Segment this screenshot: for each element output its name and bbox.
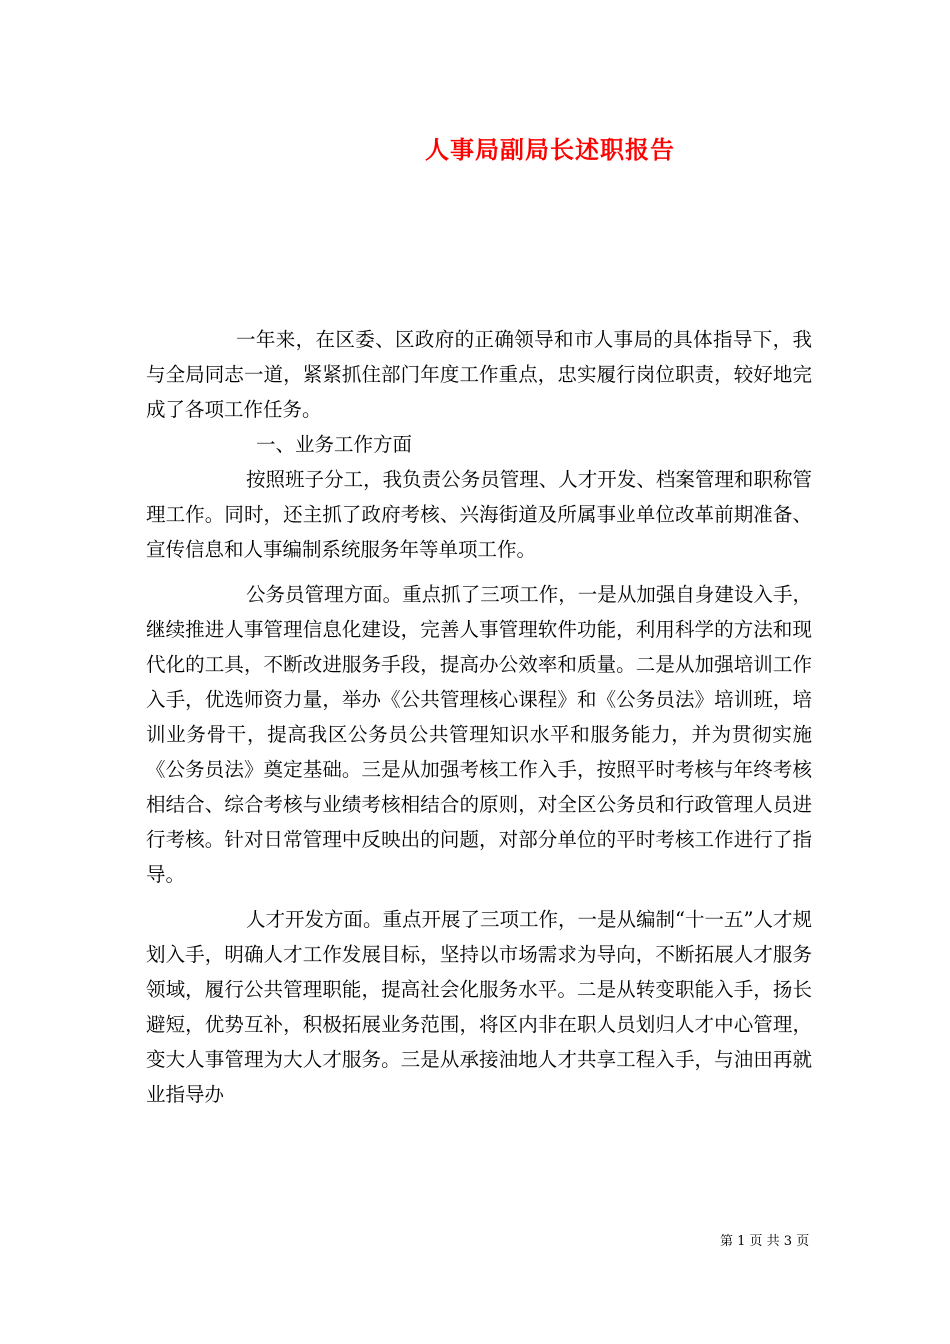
paragraph-responsibilities: 按照班子分工，我负责公务员管理、人才开发、档案管理和职称管理工作。同时，还主抓了政府考核、兴海街道及所属事业单位改革前期准备、宣传信息和人事编制系统服务年等单项工作。 [146,468,812,561]
paragraph-talent-development: 人才开发方面。重点开展了三项工作，一是从编制“十一五”人才规划入手，明确人才工作发展目标，坚持以市场需求为导向，不断拓展人才服务领域，履行公共管理职能，提高社会化服务水平。二是从转变职能入手，扬长避短，优势互补，积极拓展业务范围，将区内非在职人员划归人才中心管理，变大人事管理为大人才服务。三是从承接油地人才共享工程入手，与油田再就业指导办 [146,908,812,1106]
document-title-text: 人事局副局长述职报告 [425,135,675,164]
section-heading-business-work: 一、业务工作方面 [256,433,413,456]
paragraph-civil-servant-management: 公务员管理方面。重点抓了三项工作，一是从加强自身建设入手，继续推进人事管理信息化建设，完善人事管理软件功能，利用科学的方法和现代化的工具，不断改进服务手段，提高办公效率和质量。二是从加强培训工作入手，优选师资力量，举办《公共管理核心课程》和《公务员法》培训班，培训业务骨干，提高我区公务员公共管理知识水平和服务能力，并为贯彻实施《公务员法》奠定基础。三是从加强考核工作入手，按照平时考核与年终考核相结合、综合考核与业绩考核相结合的原则，对全区公务员和行政管理人员进行考核。针对日常管理中反映出的问题，对部分单位的平时考核工作进行了指导。 [146,583,812,886]
paragraph-intro: 一年来，在区委、区政府的正确领导和市人事局的具体指导下，我与全局同志一道，紧紧抓住部门年度工作重点，忠实履行岗位职责，较好地完成了各项工作任务。 [146,328,812,421]
document-body [146,322,812,1112]
page-number-footer: 第 1 页 共 3 页 [720,1234,810,1249]
document-title [0,132,950,168]
